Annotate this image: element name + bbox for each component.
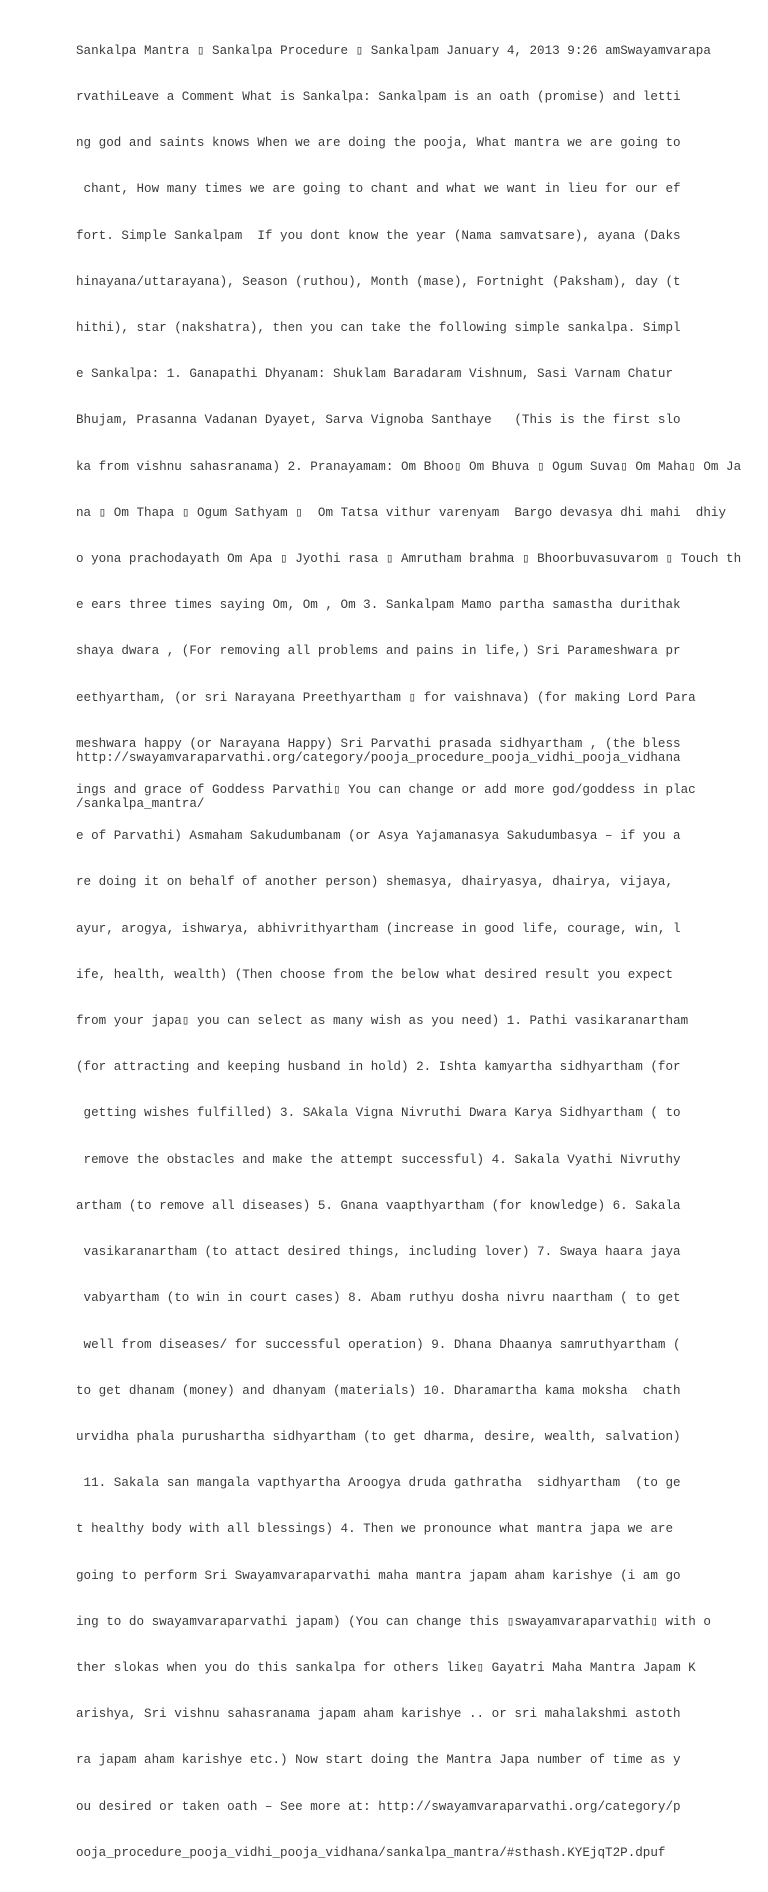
- body-line: from your japa▯ you can select as many wish as you need) 1. Pathi vasikaranartham: [76, 1014, 689, 1029]
- document-body-text: [76, 13, 766, 1892]
- body-line: going to perform Sri Swayamvaraparvathi maha mantra japam aham karishye (i am go: [76, 1568, 681, 1583]
- body-line: hithi), star (nakshatra), then you can take the following simple sankalpa. Simpl: [76, 321, 681, 336]
- body-line: Sankalpa Mantra ▯ Sankalpa Procedure ▯ Sankalpam January 4, 2013 9:26 amSwayamvarapa: [76, 43, 711, 58]
- body-line: chant, How many times we are going to chant and what we want in lieu for our ef: [76, 182, 681, 197]
- body-line: ife, health, wealth) (Then choose from the below what desired result you expect: [76, 967, 674, 982]
- body-line: vabyartham (to win in court cases) 8. Abam ruthyu dosha nivru naartham ( to get: [76, 1291, 681, 1306]
- body-line: shaya dwara , (For removing all problems and pains in life,) Sri Parameshwara pr: [76, 644, 681, 659]
- source-url: [76, 720, 766, 843]
- body-line: ooja_procedure_pooja_vidhi_pooja_vidhana/sankalpa_mantra/#sthash.KYEjqT2P.dpuf: [76, 1845, 666, 1860]
- url-line: /sankalpa_mantra/: [76, 797, 205, 812]
- body-line: ka from vishnu sahasranama) 2. Pranayamam: Om Bhoo▯ Om Bhuva ▯ Ogum Suva▯ Om Maha▯ Om Ja: [76, 459, 742, 474]
- body-line: Bhujam, Prasanna Vadanan Dyayet, Sarva Vignoba Santhaye (This is the first slo: [76, 413, 681, 428]
- body-line: hinayana/uttarayana), Season (ruthou), Month (mase), Fortnight (Paksham), day (t: [76, 274, 681, 289]
- url-line: http://swayamvaraparvathi.org/category/pooja_procedure_pooja_vidhi_pooja_vidhana: [76, 750, 681, 765]
- body-line: ings and grace of Goddess Parvathi▯ You can change or add more god/goddess in plac: [76, 783, 696, 798]
- body-line: rvathiLeave a Comment What is Sankalpa: Sankalpam is an oath (promise) and letti: [76, 90, 681, 105]
- body-line: ng god and saints knows When we are doing the pooja, What mantra we are going to: [76, 136, 681, 151]
- body-line: ing to do swayamvaraparvathi japam) (You can change this ▯swayamvaraparvathi▯ with o: [76, 1614, 711, 1629]
- body-line: getting wishes fulfilled) 3. SAkala Vigna Nivruthi Dwara Karya Sidhyartham ( to: [76, 1106, 681, 1121]
- body-line: eethyartham, (or sri Narayana Preethyartham ▯ for vaishnava) (for making Lord Para: [76, 690, 696, 705]
- body-line: re doing it on behalf of another person) shemasya, dhairyasya, dhairya, vijaya,: [76, 875, 674, 890]
- body-line: na ▯ Om Thapa ▯ Ogum Sathyam ▯ Om Tatsa vithur varenyam Bargo devasya dhi mahi dhiy: [76, 505, 727, 520]
- body-line: e ears three times saying Om, Om , Om 3. Sankalpam Mamo partha samastha durithak: [76, 598, 681, 613]
- body-line: 11. Sakala san mangala vapthyartha Aroogya druda gathratha sidhyartham (to ge: [76, 1476, 681, 1491]
- body-line: urvidha phala purushartha sidhyartham (to get dharma, desire, wealth, salvation): [76, 1429, 681, 1444]
- body-line: meshwara happy (or Narayana Happy) Sri Parvathi prasada sidhyartham , (the bless: [76, 736, 681, 751]
- body-line: e of Parvathi) Asmaham Sakudumbanam (or Asya Yajamanasya Sakudumbasya – if you a: [76, 829, 681, 844]
- body-line: artham (to remove all diseases) 5. Gnana vaapthyartham (for knowledge) 6. Sakala: [76, 1198, 681, 1213]
- body-line: ayur, arogya, ishwarya, abhivrithyartham (increase in good life, courage, win, l: [76, 921, 681, 936]
- body-line: ou desired or taken oath – See more at: http://swayamvaraparvathi.org/category/p: [76, 1799, 681, 1814]
- body-line: to get dhanam (money) and dhanyam (materials) 10. Dharamartha kama moksha chath: [76, 1383, 681, 1398]
- body-line: fort. Simple Sankalpam If you dont know the year (Nama samvatsare), ayana (Daks: [76, 228, 681, 243]
- body-line: t healthy body with all blessings) 4. Then we pronounce what mantra japa we are: [76, 1522, 674, 1537]
- body-line: remove the obstacles and make the attempt successful) 4. Sakala Vyathi Nivruthy: [76, 1152, 681, 1167]
- body-line: vasikaranartham (to attact desired things, including lover) 7. Swaya haara jaya: [76, 1245, 681, 1260]
- body-line: well from diseases/ for successful operation) 9. Dhana Dhaanya samruthyartham (: [76, 1337, 681, 1352]
- body-line: arishya, Sri vishnu sahasranama japam aham karishye .. or sri mahalakshmi astoth: [76, 1707, 681, 1722]
- body-line: e Sankalpa: 1. Ganapathi Dhyanam: Shuklam Baradaram Vishnum, Sasi Varnam Chatur: [76, 367, 674, 382]
- body-line: (for attracting and keeping husband in hold) 2. Ishta kamyartha sidhyartham (for: [76, 1060, 681, 1075]
- body-line: ra japam aham karishye etc.) Now start doing the Mantra Japa number of time as y: [76, 1753, 681, 1768]
- body-line: o yona prachodayath Om Apa ▯ Jyothi rasa ▯ Amrutham brahma ▯ Bhoorbuvasuvarom ▯ Touch th: [76, 552, 742, 567]
- body-line: ther slokas when you do this sankalpa for others like▯ Gayatri Maha Mantra Japam K: [76, 1660, 696, 1675]
